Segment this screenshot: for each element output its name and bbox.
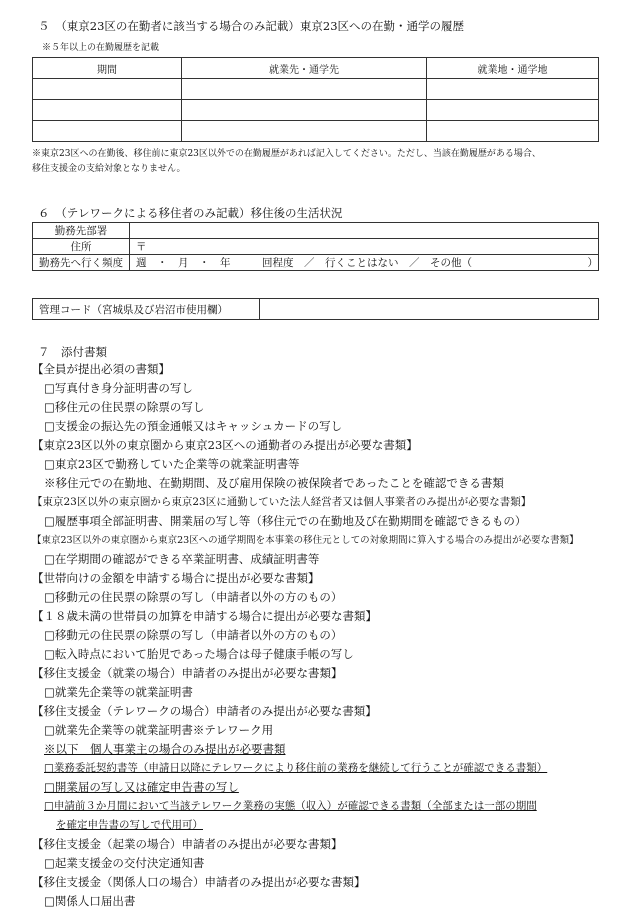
- attachments-list: [32, 360, 579, 911]
- period-cell[interactable]: [33, 100, 182, 121]
- list-item: □履歴事項全部証明書、開業届の写し等（移住元での在勤地及び在勤期間を確認できるもの）: [44, 514, 527, 528]
- period-cell[interactable]: [33, 121, 182, 142]
- section5-footnote: [32, 147, 602, 177]
- list-heading: 【移住支援金（関係人口の場合）申請者のみ提出が必要な書類】: [32, 875, 366, 889]
- list-item: □開業届の写し又は確定申告書の写し: [44, 780, 239, 794]
- col-workplace-header: 就業先・通学先: [182, 58, 427, 79]
- list-note: ※以下 個人事業主の場合のみ提出が必要書類: [44, 742, 286, 756]
- section5-title: ５ （東京23区の在勤者に該当する場合のみ記載）東京23区への在勤・通学の履歴: [38, 19, 465, 33]
- period-cell[interactable]: [33, 79, 182, 100]
- location-cell[interactable]: [427, 79, 599, 100]
- list-item: □業務委託契約書等（申請日以降にテレワークにより移住前の業務を継続して行うことが確認できる書類）: [44, 762, 548, 774]
- list-item: □支援金の振込先の預金通帳又はキャッシュカードの写し: [44, 419, 343, 433]
- table-row: [33, 239, 599, 255]
- list-item: □東京23区で勤務していた企業等の就業証明書等: [44, 457, 300, 471]
- list-heading: 【東京23区以外の東京圏から東京23区への通勤者のみ提出が必要な書類】: [32, 438, 418, 452]
- management-code-label: 管理コード（宮城県及び岩沼市使用欄）: [33, 299, 260, 320]
- location-cell[interactable]: [427, 100, 599, 121]
- table-row: [33, 100, 599, 121]
- list-heading: 【移住支援金（就業の場合）申請者のみ提出が必要な書類】: [32, 666, 343, 680]
- list-heading: 【全員が提出必須の書類】: [32, 362, 170, 376]
- location-cell[interactable]: [427, 121, 599, 142]
- table-row: [33, 79, 599, 100]
- table-row: [33, 223, 599, 239]
- col-period-header: 期間: [33, 58, 182, 79]
- list-item: □移住元の住民票の除票の写し: [44, 400, 205, 414]
- workplace-cell[interactable]: [182, 79, 427, 100]
- list-note: ※移住元での在勤地、在勤期間、及び雇用保険の被保険者であったことを確認できる書類: [44, 476, 504, 490]
- address-label: 住所: [33, 239, 130, 255]
- list-item-continuation: を確定申告書の写しで代用可）: [56, 819, 203, 831]
- list-item: □転入時点において胎児であった場合は母子健康手帳の写し: [44, 647, 354, 661]
- management-code-field[interactable]: [260, 299, 599, 320]
- col-location-header: 就業地・通学地: [427, 58, 599, 79]
- frequency-label: 勤務先へ行く頻度: [33, 255, 130, 271]
- list-heading: 【東京23区以外の東京圏から東京23区に通勤していた法人経営者又は個人事業者のみ提出が必要な書類】: [32, 496, 532, 508]
- list-item: □写真付き身分証明書の写し: [44, 381, 193, 395]
- list-item: □在学期間の確認ができる卒業証明書、成績証明書等: [44, 552, 320, 566]
- list-heading: 【１８歳未満の世帯員の加算を申請する場合に提出が必要な書類】: [32, 609, 377, 623]
- frequency-field[interactable]: 週 ・ 月 ・ 年 回程度 ／ 行くことはない ／ その他（ ）: [130, 255, 599, 271]
- workplace-cell[interactable]: [182, 100, 427, 121]
- employment-history-table: [32, 57, 599, 142]
- list-item: □移動元の住民票の除票の写し（申請者以外の方のもの）: [44, 590, 343, 604]
- list-heading: 【東京23区以外の東京圏から東京23区への通学期間を本事業の移住元としての対象期間に算入する場合のみ提出が必要な書類】: [32, 535, 579, 546]
- list-heading: 【移住支援金（起業の場合）申請者のみ提出が必要な書類】: [32, 837, 343, 851]
- living-status-table: [32, 222, 599, 271]
- address-field[interactable]: 〒: [130, 239, 599, 255]
- list-item: □申請前３か月間において当該テレワーク業務の実態（収入）が確認できる書類（全部または一部の期間: [44, 800, 537, 812]
- section7-title: ７ 添付書類: [38, 345, 107, 359]
- footnote-line: ※東京23区への在勤後、移住前に東京23区以外での在勤履歴があれば記入してください。ただし、当該在勤履歴がある場合、: [32, 149, 541, 159]
- list-heading: 【世帯向けの金額を申請する場合に提出が必要な書類】: [32, 571, 320, 585]
- list-item: □移動元の住民票の除票の写し（申請者以外の方のもの）: [44, 628, 343, 642]
- list-item: □就業先企業等の就業証明書※テレワーク用: [44, 723, 274, 737]
- list-item: □就業先企業等の就業証明書: [44, 685, 193, 699]
- department-label: 勤務先部署: [33, 223, 130, 239]
- department-field[interactable]: [130, 223, 599, 239]
- list-heading: 【移住支援金（テレワークの場合）申請者のみ提出が必要な書類】: [32, 704, 377, 718]
- table-header-row: [33, 58, 599, 79]
- list-item: □起業支援金の交付決定通知書: [44, 856, 205, 870]
- footnote-line: 移住支援金の支給対象となりません。: [32, 164, 186, 174]
- table-row: [33, 121, 599, 142]
- table-row: [33, 255, 599, 271]
- table-row: [33, 299, 599, 320]
- list-item: □関係人口届出書: [44, 894, 136, 908]
- section5-note: ※５年以上の在勤履歴を記載: [42, 43, 160, 53]
- management-code-table: [32, 298, 599, 320]
- section6-title: ６ （テレワークによる移住者のみ記載）移住後の生活状況: [38, 206, 343, 220]
- workplace-cell[interactable]: [182, 121, 427, 142]
